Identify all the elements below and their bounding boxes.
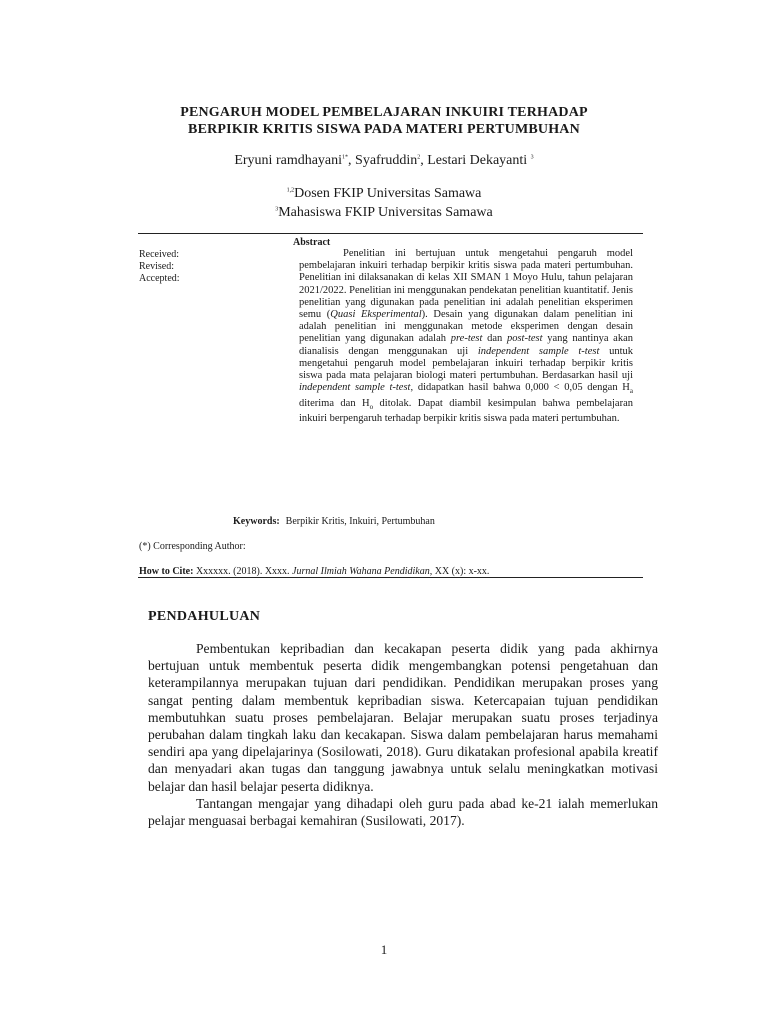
corresponding-author: (*) Corresponding Author:: [139, 541, 246, 552]
affiliation-1: [120, 186, 648, 202]
abstract-segment: untuk mengetahui pengaruh model pembelajaran inkuiri terhadap berpikir kritis siswa pada mata pelajaran biologi materi pertumbuhan. Berdasarkan hasil uji: [299, 345, 633, 382]
author-2-mark: 2: [417, 154, 421, 161]
bottom-divider: [138, 577, 643, 578]
keywords-label: Keywords:: [233, 516, 280, 527]
abstract-segment: Penelitian ini bertujuan untuk mengetahui pengaruh model pembelajaran inkuiri terhadap berpikir kritis siswa pada materi pertumbuhan. Penelitian ini dilaksanakan di kelas XII SMAN 1 Moyo Hulu, tahun pelajaran 2021/2022. Penelitian ini menggunakan pendekatan penelitian kuantitatif. Jenis penelitian yang digunakan pada penelitian ini adalah penelitian eksperimen semu (: [299, 248, 633, 321]
author-1: Eryuni ramdhayani: [234, 153, 343, 168]
affiliation-1-mark: 1,2: [286, 187, 295, 194]
section-heading: PENDAHULUAN: [148, 609, 261, 624]
body-text: [148, 640, 658, 829]
revised-label: Revised:: [139, 261, 174, 273]
abstract-segment: dan: [482, 333, 507, 345]
affiliation-2: [120, 205, 648, 221]
author-1-mark: 1*: [342, 154, 349, 161]
abstract-segment: ditolak. Dapat diambil kesimpulan bahwa pembelajaran inkuiri berpengaruh terhadap berpikir kritis siswa pada materi pertumbuhan.: [299, 397, 633, 424]
abstract-italic: independent sample t-test: [477, 345, 600, 357]
abstract-italic: pre-test: [450, 333, 483, 345]
abstract-segment: yang nantinya akan dianalisis dengan menggunakan uji: [299, 333, 634, 357]
cite-text: XX (x): x-xx.: [432, 566, 490, 577]
abstract-heading: Abstract: [293, 237, 331, 248]
abstract-segment: ). Desain yang digunakan dalam penelitian ini adalah penelitian ini menggunakan metode eksperimen dengan desain penelitian yang digunakan adalah: [299, 309, 633, 345]
affiliation-1-text: Dosen FKIP Universitas Samawa: [294, 186, 482, 201]
abstract-segment: didapatkan hasil bahwa 0,000 < 0,05 dengan H: [413, 382, 630, 394]
cite-text: Xxxxxx. (2018). Xxxx.: [193, 566, 293, 577]
cite-label: How to Cite:: [139, 566, 194, 577]
author-3-mark: 3: [530, 154, 534, 161]
keywords-line: [233, 516, 435, 527]
received-label: Received:: [139, 249, 179, 260]
abstract-segment: diterima dan H: [299, 397, 370, 409]
article-dates: [139, 249, 180, 286]
page-number: 1: [380, 942, 388, 957]
paper-title: [120, 104, 648, 138]
accepted-label: Accepted:: [139, 273, 180, 285]
author-separator: ,: [420, 153, 428, 168]
paragraph-2: Tantangan mengajar yang dihadapi oleh guru pada abad ke-21 ialah memerlukan pelajar menguasai berbagai kemahiran (Susilowati, 2017).: [148, 795, 658, 829]
cite-journal: Jurnal Ilmiah Wahana Pendidikan,: [292, 566, 433, 577]
abstract-italic: Quasi Eksperimental: [330, 309, 422, 321]
abstract-text: [299, 248, 633, 425]
affiliation-2-text: Mahasiswa FKIP Universitas Samawa: [278, 205, 493, 220]
paragraph-1: Pembentukan kepribadian dan kecakapan peserta didik yang pada akhirnya bertujuan untuk membentuk peserta didik mengembangkan potensi pengetahuan dan keterampilannya merupakan tujuan dari pendidikan. Pendidikan merupakan proses yang sangat penting dalam membentuk kepribadian siswa. Ketercapaian tujuan pendidikan membutuhkan suatu proses pembelajaran. Belajar merupakan suatu proses terjadinya perubahan dalam tingkah laku dan kecakapan. Siswa dalam pembelajaran harus memahami sendiri apa yang dipelajarinya (Sosilowati, 2018). Guru dikatakan profesional apabila kreatif dan menyadari akan tugas dan tanggung jawabnya untuk selalu meningkatkan motivasi belajar dan hasil belajar peserta didiknya.: [148, 641, 658, 794]
abstract-italic: post-test: [506, 333, 543, 345]
author-separator: ,: [348, 153, 356, 168]
author-2: Syafruddin: [355, 153, 418, 168]
subscript-a: a: [629, 387, 633, 396]
abstract-italic: independent sample t-test,: [299, 382, 414, 394]
title-line-2: BERPIKIR KRITIS SISWA PADA MATERI PERTUMBUHAN: [188, 122, 580, 137]
how-to-cite: [139, 566, 489, 577]
author-3: Lestari Dekayanti: [427, 153, 528, 168]
author-list: [120, 153, 648, 169]
top-divider: [138, 233, 643, 234]
keywords-text: Berpikir Kritis, Inkuiri, Pertumbuhan: [285, 516, 435, 527]
subscript-o: o: [369, 402, 374, 411]
title-line-1: PENGARUH MODEL PEMBELAJARAN INKUIRI TERHADAP: [180, 105, 588, 120]
affiliation-2-mark: 3: [275, 206, 279, 213]
